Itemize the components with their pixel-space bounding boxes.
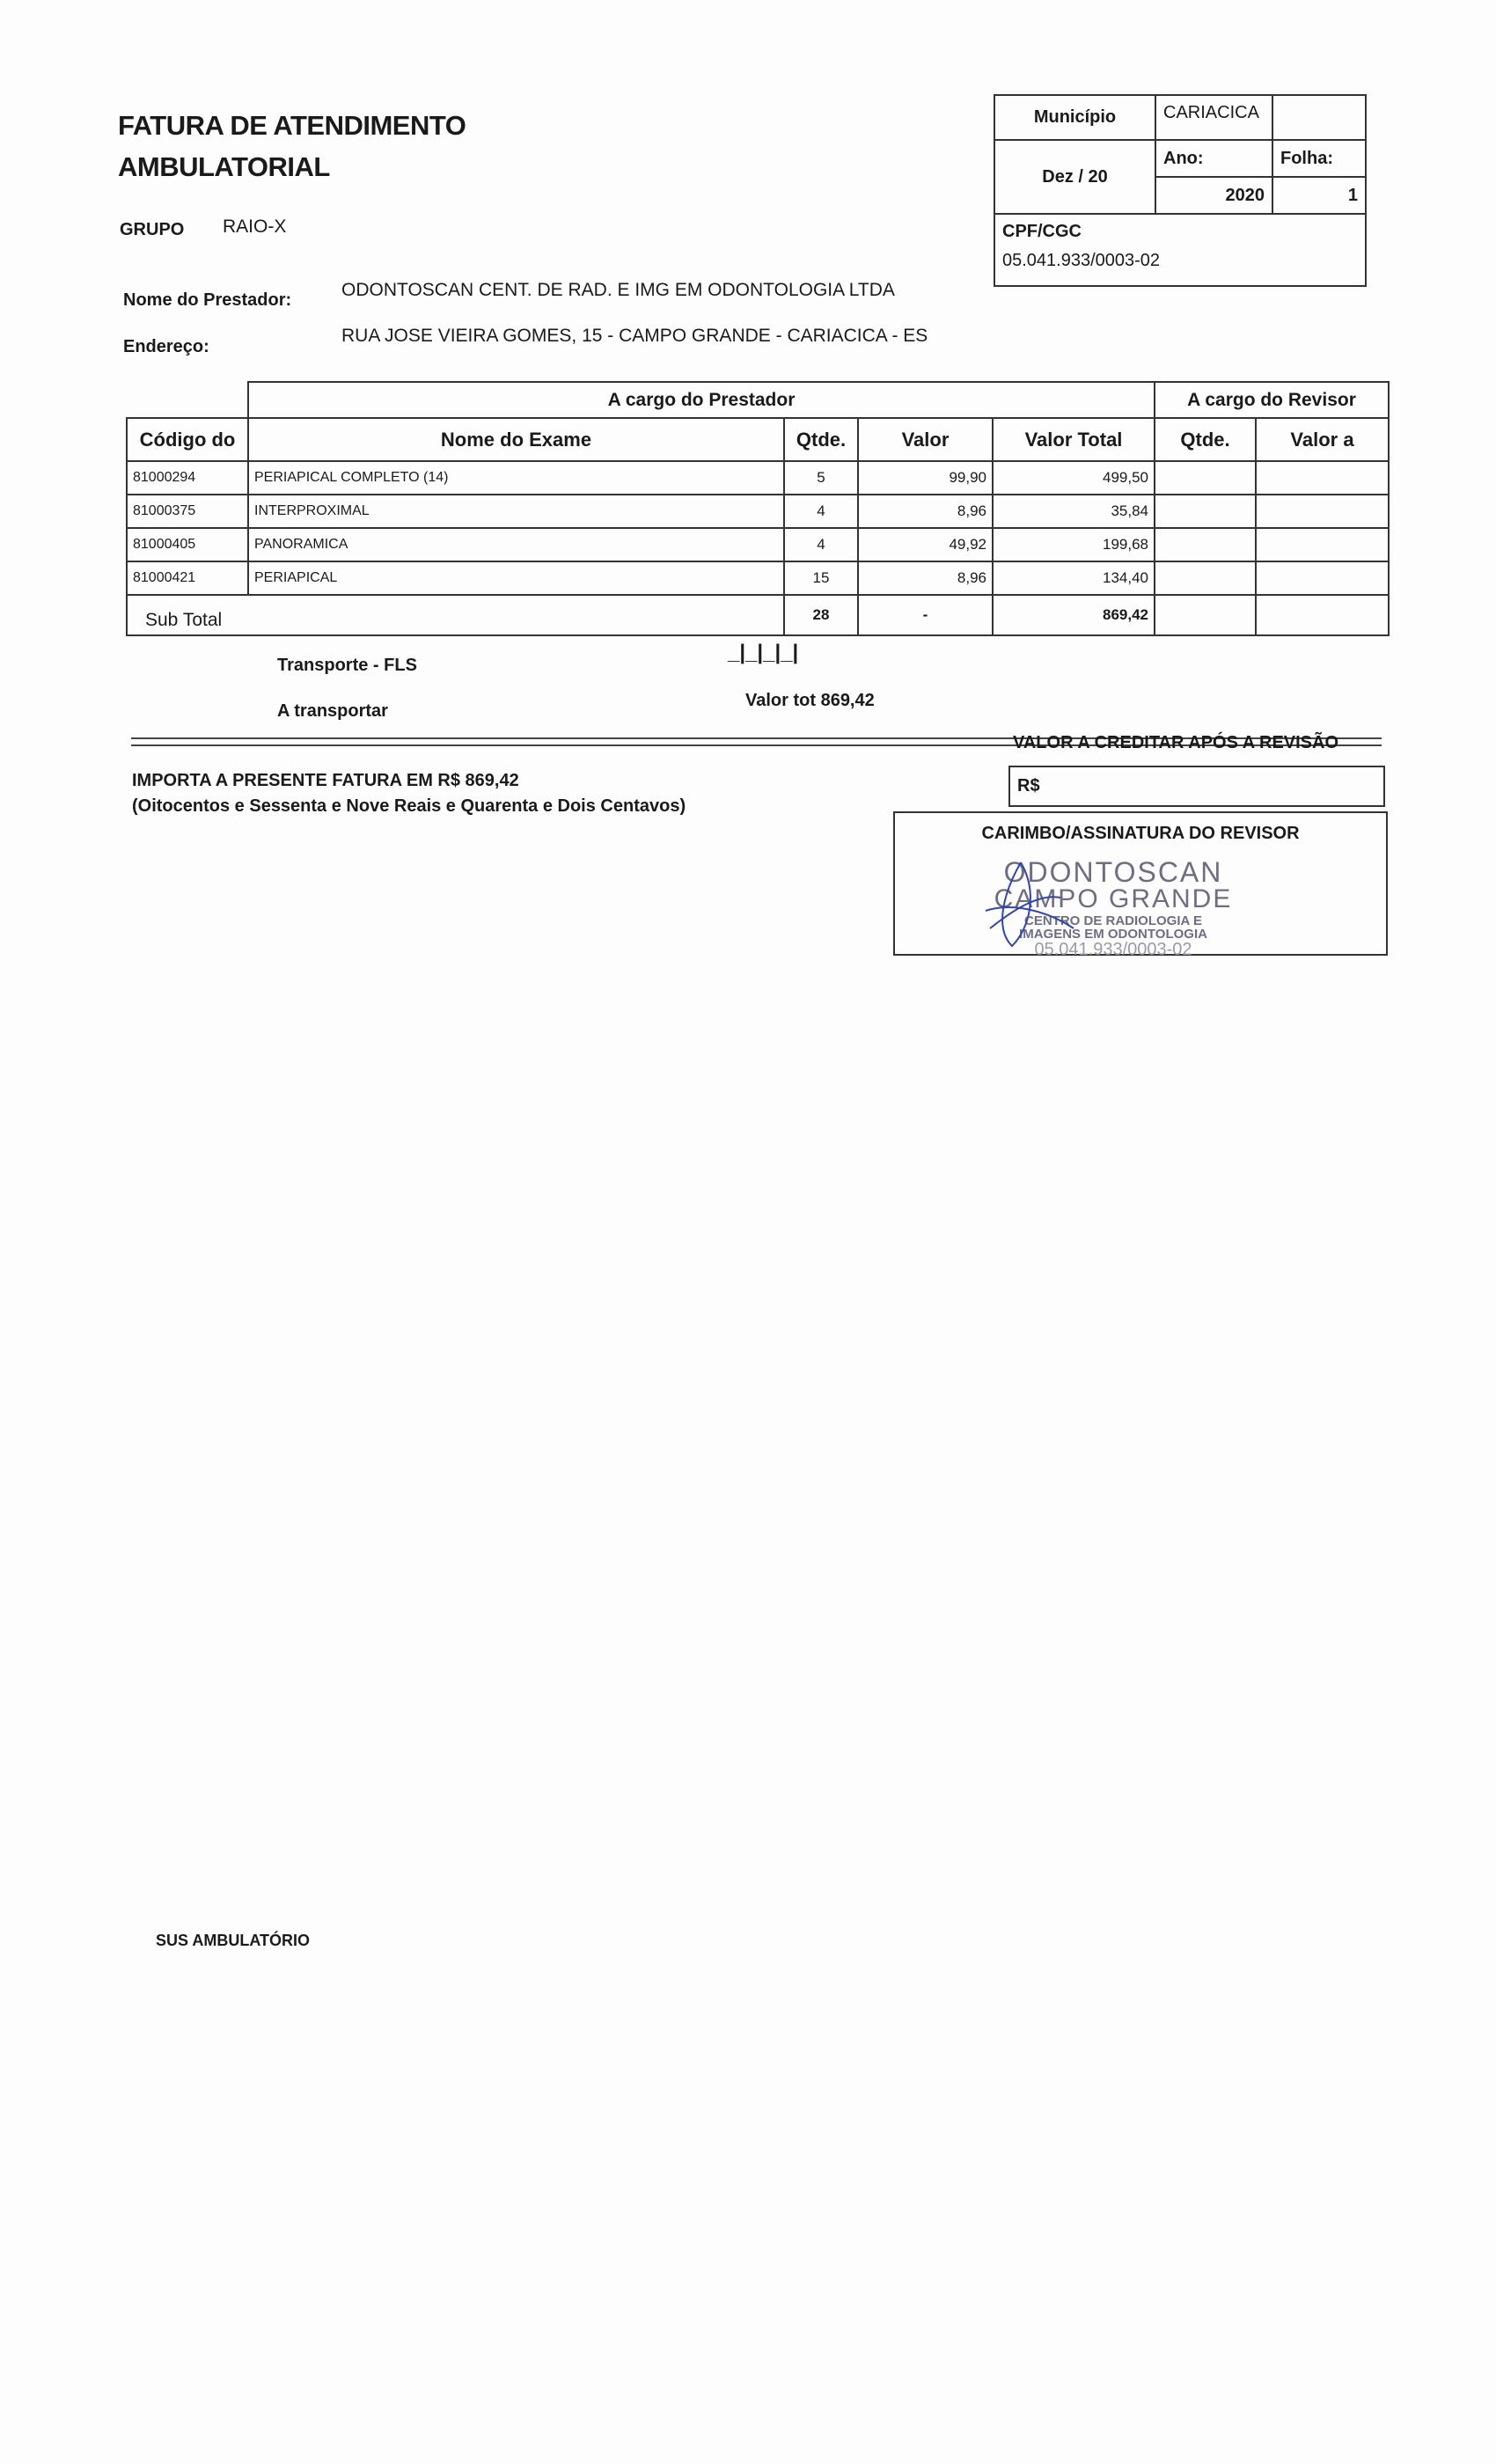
subtotal-valor: - xyxy=(858,595,993,635)
subtotal-row xyxy=(127,595,1389,635)
valor-tot: Valor tot 869,42 xyxy=(745,691,875,710)
col-codigo: Código do xyxy=(127,418,248,461)
stamp-line1: ODONTOSCAN xyxy=(1003,856,1223,888)
col-nome: Nome do Exame xyxy=(248,418,784,461)
col-qtde: Qtde. xyxy=(784,418,858,461)
exam-table xyxy=(126,381,1390,636)
total: 35,84 xyxy=(993,495,1155,528)
total: 499,50 xyxy=(993,461,1155,495)
codigo: 81000375 xyxy=(127,495,248,528)
qtde: 4 xyxy=(784,495,858,528)
codigo: 81000294 xyxy=(127,461,248,495)
transporte-label: Transporte - FLS xyxy=(277,656,417,675)
subtotal-qtde: 28 xyxy=(784,595,858,635)
subtotal-label: Sub Total xyxy=(127,595,784,635)
rs-field[interactable] xyxy=(1008,766,1385,807)
title-line1: FATURA DE ATENDIMENTO xyxy=(118,110,466,141)
stamp-line3: CENTRO DE RADIOLOGIA E xyxy=(1024,913,1202,928)
fls-marks: _|_|_|_| xyxy=(728,641,799,664)
col-valor-total: Valor Total xyxy=(993,418,1155,461)
qtde: 15 xyxy=(784,561,858,595)
nome: PERIAPICAL xyxy=(248,561,784,595)
signature-icon xyxy=(977,858,1082,955)
subtotal-total: 869,42 xyxy=(993,595,1155,635)
codigo: 81000405 xyxy=(127,528,248,561)
importa-text: IMPORTA A PRESENTE FATURA EM R$ 869,42 xyxy=(132,771,519,790)
cpf-value: 05.041.933/0003-02 xyxy=(1002,251,1161,270)
nome: PANORAMICA xyxy=(248,528,784,561)
stamp-image xyxy=(959,858,1267,958)
endereco-value: RUA JOSE VIEIRA GOMES, 15 - CAMPO GRANDE - CARIACICA - ES xyxy=(341,326,928,346)
total: 199,68 xyxy=(993,528,1155,561)
col-rev-valor: Valor a xyxy=(1256,418,1389,461)
col-rev-qtde: Qtde. xyxy=(1155,418,1256,461)
codigo: 81000421 xyxy=(127,561,248,595)
qtde: 5 xyxy=(784,461,858,495)
ano-value: 2020 xyxy=(1155,177,1272,214)
extenso-text: (Oitocentos e Sessenta e Nove Reais e Quarenta e Dois Centavos) xyxy=(132,796,686,816)
col-valor: Valor xyxy=(858,418,993,461)
sus-label: SUS AMBULATÓRIO xyxy=(156,1932,310,1949)
folha-label: Folha: xyxy=(1272,140,1366,177)
ano-label: Ano: xyxy=(1155,140,1272,177)
competencia: Dez / 20 xyxy=(994,140,1155,214)
table-row xyxy=(127,495,1389,528)
carimbo-label: CARIMBO/ASSINATURA DO REVISOR xyxy=(981,824,1300,843)
valor: 8,96 xyxy=(858,561,993,595)
prestador-label: Nome do Prestador: xyxy=(123,290,292,310)
stamp-line2: CAMPO GRANDE xyxy=(994,884,1233,913)
group-revisor: A cargo do Revisor xyxy=(1155,382,1389,418)
total: 134,40 xyxy=(993,561,1155,595)
nome: PERIAPICAL COMPLETO (14) xyxy=(248,461,784,495)
cpf-label: CPF/CGC xyxy=(1002,222,1082,241)
title-line2: AMBULATORIAL xyxy=(118,151,330,182)
nome: INTERPROXIMAL xyxy=(248,495,784,528)
a-transportar-label: A transportar xyxy=(277,701,388,721)
municipio-value: CARIACICA xyxy=(1155,95,1272,140)
valor-creditar-label: VALOR A CREDITAR APÓS A REVISÃO xyxy=(1013,733,1339,752)
valor: 49,92 xyxy=(858,528,993,561)
table-row xyxy=(127,561,1389,595)
info-box xyxy=(994,94,1367,287)
folha-value: 1 xyxy=(1272,177,1366,214)
prestador-value: ODONTOSCAN CENT. DE RAD. E IMG EM ODONTOLOGIA LTDA xyxy=(341,280,895,300)
table-row xyxy=(127,461,1389,495)
grupo-label: GRUPO xyxy=(120,220,185,239)
stamp-line5: 05.041.933/0003-02 xyxy=(1034,940,1192,959)
valor: 99,90 xyxy=(858,461,993,495)
municipio-label: Município xyxy=(994,95,1155,140)
group-prestador: A cargo do Prestador xyxy=(248,382,1155,418)
rs-label: R$ xyxy=(1017,776,1040,796)
qtde: 4 xyxy=(784,528,858,561)
endereco-label: Endereço: xyxy=(123,337,209,356)
table-row xyxy=(127,528,1389,561)
valor: 8,96 xyxy=(858,495,993,528)
stamp-line4: IMAGENS EM ODONTOLOGIA xyxy=(1019,927,1207,942)
grupo-value: RAIO-X xyxy=(223,216,287,237)
